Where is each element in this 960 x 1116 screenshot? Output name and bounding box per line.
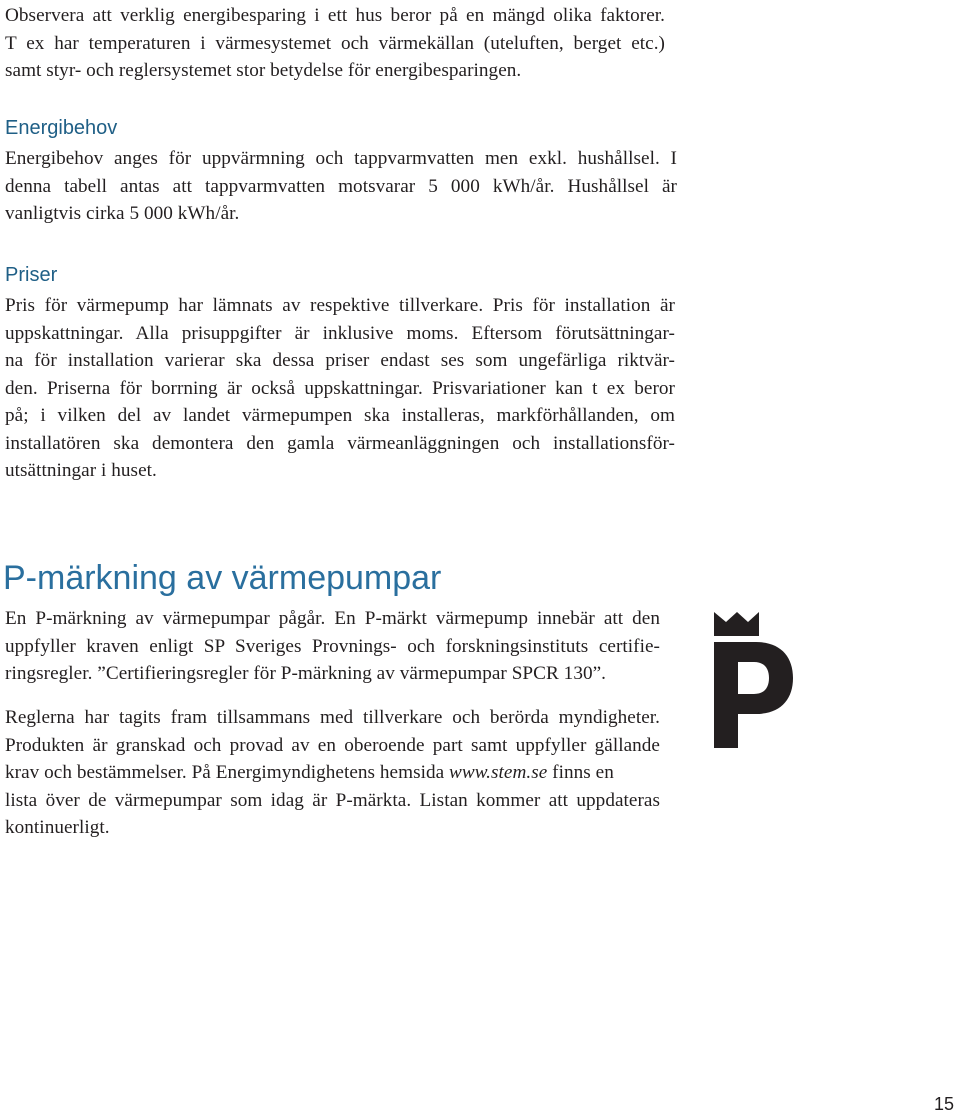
- pmarkning-heading: P-märkning av värmepumpar: [3, 559, 442, 597]
- priser-line: na för installation varierar ska dessa priser endast ses som ungefärliga riktvär-: [5, 350, 675, 371]
- priser-line: installatören ska demontera den gamla värmeanläggningen och installationsför-: [5, 432, 675, 454]
- intro-line: samt styr- och reglersystemet stor betydelse för energibesparingen.: [5, 60, 522, 81]
- pmarkning-line: kontinuerligt.: [5, 817, 110, 838]
- p-mark-crown-logo-icon: [712, 610, 794, 750]
- intro-paragraph: [5, 2, 665, 85]
- crown-shape: [714, 612, 759, 636]
- priser-line: uppskattningar. Alla prisuppgifter är inklusive moms. Eftersom förutsättningar-: [5, 322, 675, 344]
- priser-line: den. Priserna för borrning är också uppskattningar. Prisvariationer kan t ex beror: [5, 377, 675, 399]
- pmarkning-paragraph-1: [5, 605, 660, 688]
- priser-line: på; i vilken del av landet värmepumpen ska installeras, markförhållanden, om: [5, 405, 675, 426]
- energibehov-heading: Energibehov: [5, 117, 118, 139]
- priser-paragraph: [5, 292, 675, 485]
- pmarkning-text: finns en: [547, 762, 614, 783]
- pmarkning-line: Produkten är granskad och provad av en oberoende part samt uppfyller gällande: [5, 734, 660, 756]
- pmarkning-line: ringsregler. ”Certifieringsregler för P-märkning av värmepumpar SPCR 130”.: [5, 663, 607, 684]
- energibehov-paragraph: [5, 145, 677, 228]
- pmarkning-line: uppfyller kraven enligt SP Sveriges Provnings- och forskningsinstituts certifie-: [5, 635, 660, 657]
- stem-website-link[interactable]: www.stem.se: [449, 762, 548, 783]
- energibehov-line: vanligtvis cirka 5 000 kWh/år.: [5, 203, 240, 224]
- page-number: 15: [933, 1094, 954, 1114]
- energibehov-line: denna tabell antas att tappvarmvatten motsvarar 5 000 kWh/år. Hushållsel är: [5, 175, 677, 197]
- intro-line: T ex har temperaturen i värmesystemet och värmekällan (uteluften, berget etc.): [5, 32, 665, 54]
- p-letter-shape: [714, 642, 793, 748]
- priser-line: utsättningar i huset.: [5, 460, 157, 481]
- pmarkning-line-with-link: [5, 759, 660, 787]
- priser-line: Pris för värmepump har lämnats av respektive tillverkare. Pris för installation är: [5, 295, 675, 316]
- pmarkning-line: En P-märkning av värmepumpar pågår. En P-märkt värmepump innebär att den: [5, 608, 660, 629]
- energibehov-line: Energibehov anges för uppvärmning och tappvarmvatten men exkl. hushållsel. I: [5, 148, 677, 169]
- priser-heading: Priser: [5, 264, 58, 286]
- pmarkning-line: lista över de värmepumpar som idag är P-märkta. Listan kommer att uppdateras: [5, 789, 660, 811]
- pmarkning-line: Reglerna har tagits fram tillsammans med tillverkare och berörda myndigheter.: [5, 707, 660, 728]
- pmarkning-paragraph-2: [5, 704, 660, 842]
- pmarkning-text: krav och bestämmelser. På Energimyndighetens hemsida: [5, 762, 450, 783]
- intro-line: Observera att verklig energibesparing i ett hus beror på en mängd olika faktorer.: [5, 5, 665, 26]
